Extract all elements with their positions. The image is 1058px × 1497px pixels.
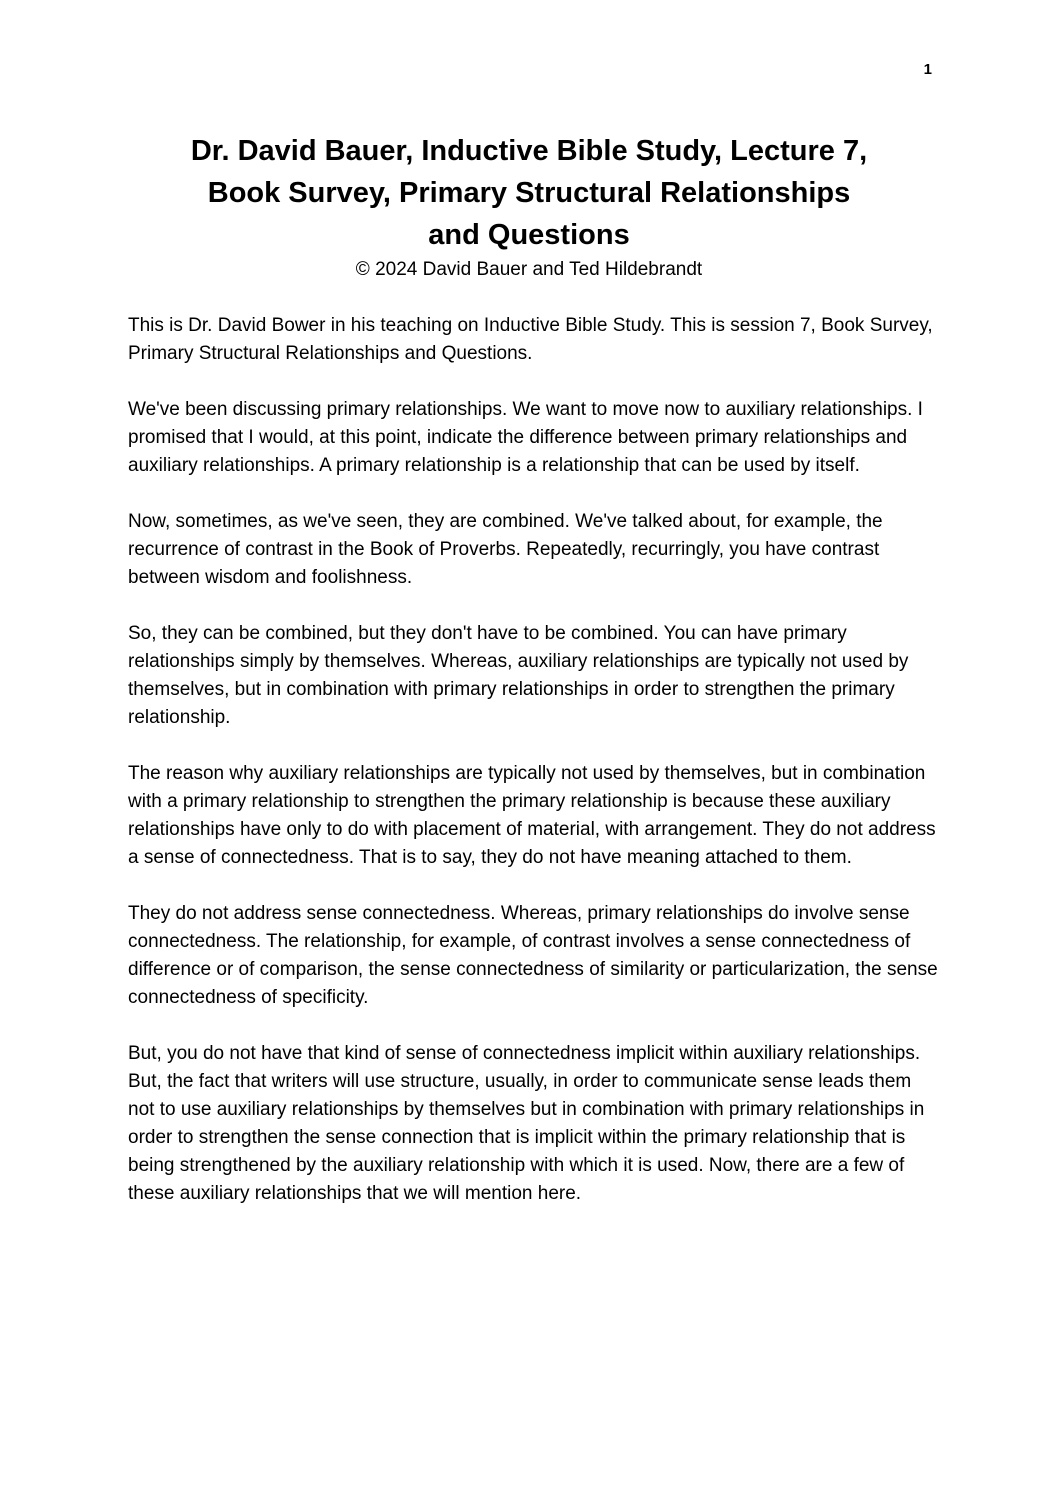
paragraph-sense-connectedness: They do not address sense connectedness. Whereas, primary relationships do involve sense connectedness. The relationship, for example, of contrast involves a sense connectedness of difference or of comparison, the sense connectedness of similarity or particularization, the sense connectedness of specificity. [128,903,938,1008]
document-body [0,312,940,1208]
paragraph-intro: This is Dr. David Bower in his teaching on Inductive Bible Study. This is session 7, Book Survey, Primary Structural Relationships and Questions. [128,315,933,364]
paragraph-combination-optional: So, they can be combined, but they don't have to be combined. You can have primary relationships simply by themselves. Whereas, auxiliary relationships are typically not used by themselves, but in combination with primary relationships in order to strengthen the primary relationship. [128,623,909,728]
paragraph-reason-auxiliary: The reason why auxiliary relationships are typically not used by themselves, but in combination with a primary relationship to strengthen the primary relationship is because these auxiliary relationships have only to do with placement of material, with arrangement. They do not address a sense of connectedness. That is to say, they do not have meaning attached to them. [128,763,936,868]
title-line-3: and Questions [428,219,630,251]
paragraph-primary-vs-auxiliary: We've been discussing primary relationships. We want to move now to auxiliary relationships. I promised that I would, at this point, indicate the difference between primary relationships and auxiliary relationships. A primary relationship is a relationship that can be used by itself. [128,399,923,476]
document-header [0,0,1058,284]
title-line-1: Dr. David Bauer, Inductive Bible Study, Lecture 7, [190,135,868,167]
document-title [0,130,1058,256]
page-number: 1 [923,61,932,78]
title-line-2: Book Survey, Primary Structural Relationships [207,177,851,209]
paragraph-combined-example: Now, sometimes, as we've seen, they are combined. We've talked about, for example, the recurrence of contrast in the Book of Proverbs. Repeatedly, recurringly, you have contrast between wisdom and foolishness. [128,511,883,588]
paragraph-auxiliary-usage: But, you do not have that kind of sense of connectedness implicit within auxiliary relationships. But, the fact that writers will use structure, usually, in order to communicate sense leads them not to use auxiliary relationships by themselves but in combination with primary relationships in order to strengthen the sense connection that is implicit within the primary relationship that is being strengthened by the auxiliary relationship with which it is used. Now, there are a few of these auxiliary relationships that we will mention here. [128,1043,925,1204]
copyright-line: © 2024 David Bauer and Ted Hildebrandt [355,259,703,280]
